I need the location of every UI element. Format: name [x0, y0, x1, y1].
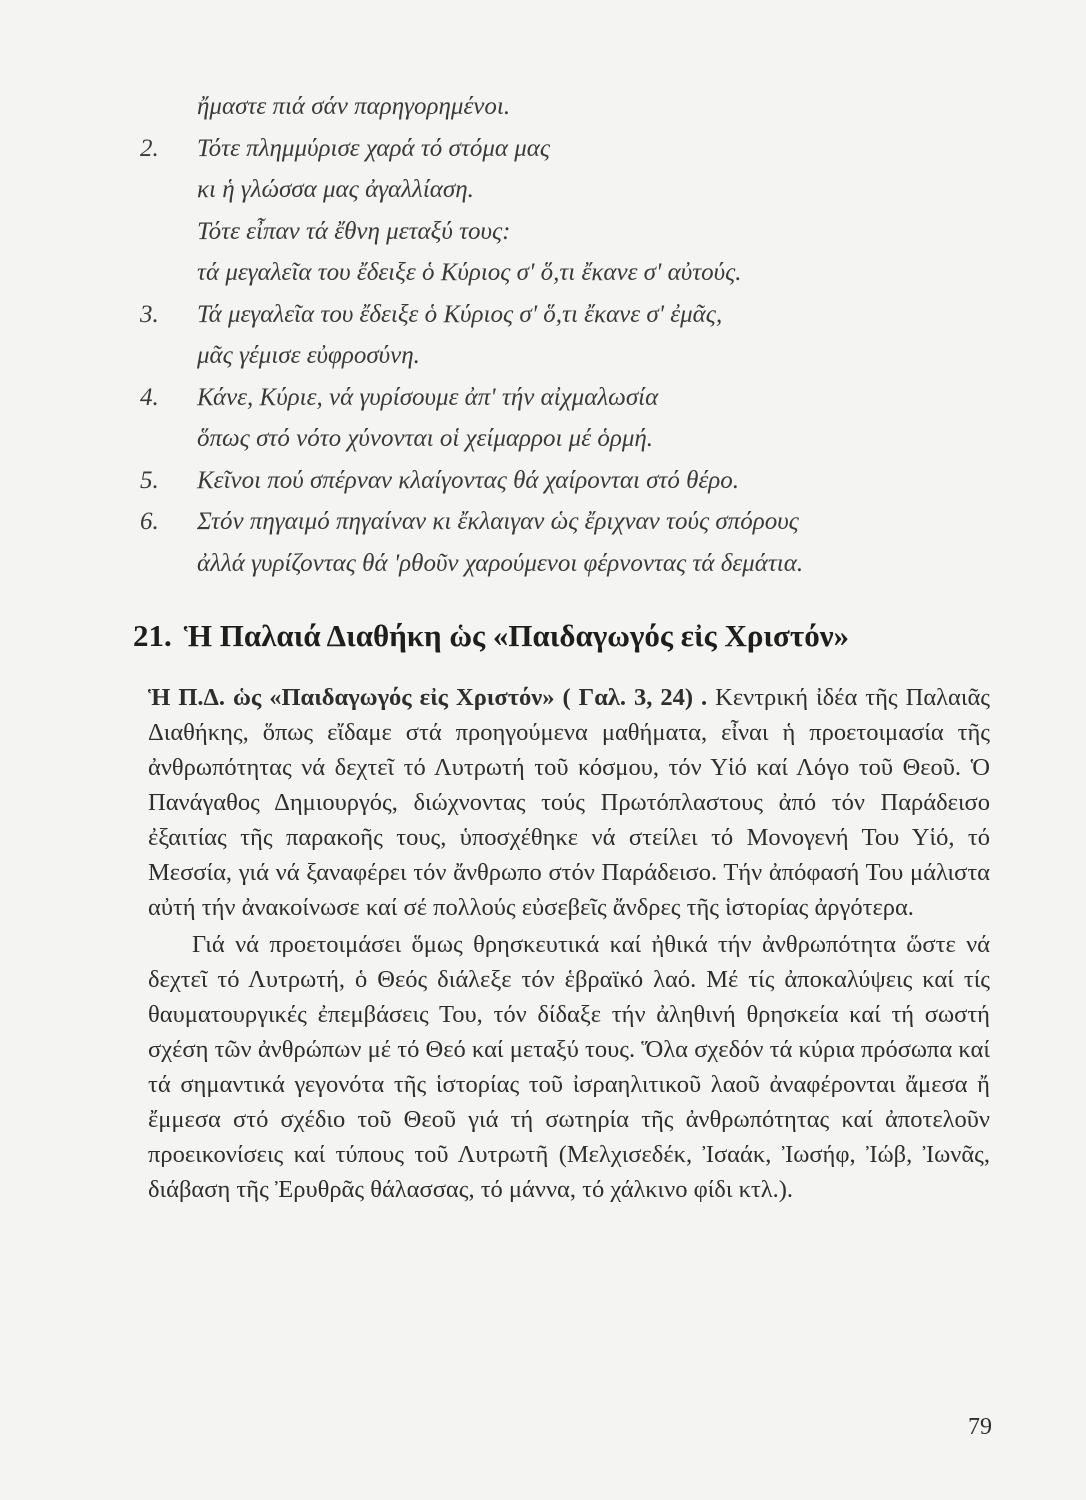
verse-line: τά μεγαλεῖα του ἔδειξε ὁ Κύριος σ' ὅ,τι ἔκανε σ' αὐτούς. — [197, 259, 742, 286]
verse-line: Τότε εἶπαν τά ἔθνη μεταξύ τους: — [197, 217, 511, 245]
verse-line: μᾶς γέμισε εὐφροσύνη. — [197, 342, 420, 369]
body-text — [148, 680, 990, 1207]
lead-heading: Ἡ Π.Δ. ὡς «Παιδαγωγός εἰς Χριστόν» ( Γαλ. 3, 24) . — [148, 684, 708, 711]
verse-line: 4. Κάνε, Κύριε, νά γυρίσουμε ἀπ' τήν αἰχμαλωσία — [140, 383, 659, 411]
verse-line: 6. Στόν πηγαιμό πηγαίναν κι ἔκλαιγαν ὡς ἔριχναν τούς σπόρους — [140, 508, 799, 535]
section-heading — [133, 618, 993, 654]
psalm-verses — [140, 86, 1020, 584]
page-number: 79 — [968, 1414, 992, 1440]
paragraph-1: Ἡ Π.Δ. ὡς «Παιδαγωγός εἰς Χριστόν» ( Γαλ. 3, 24) . Κεντρική ἰδέα τῆς Παλαιᾶς Διαθήκης, ὅπως εἴδαμε στά προηγούμενα μαθήματα, εἶναι ἡ προετοιμασία τῆς ἀνθρωπότητας νά δεχτεῖ τό Λυτρωτή τοῦ κόσμου, τόν Υἱό καί Λόγο τοῦ Θεοῦ. Ὁ Πανάγαθος Δημιουργός, διώχνοντας τούς Πρωτόπλαστους ἀπό τόν Παράδεισο ἐξαιτίας τῆς παρακοῆς τους, ὑποσχέθηκε νά στείλει τό Μονογενή Του Υἱό, τό Μεσσία, γιά νά ξαναφέρει τόν ἄνθρωπο στόν Παράδεισο. Τήν ἀπόφασή Του μάλιστα αὐτή τήν ἀνακοίνωσε καί σέ πολλούς εὐσεβεῖς ἄνδρες τῆς ἱστορίας ἀργότερα. — [148, 684, 990, 921]
verse-line: ἀλλά γυρίζοντας θά 'ρθοῦν χαρούμενοι φέρνοντας τά δεμάτια. — [197, 549, 804, 577]
paragraph-2: Γιά νά προετοιμάσει ὅμως θρησκευτικά καί ἠθικά τήν ἀνθρωπότητα ὥστε νά δεχτεῖ τό Λυτρωτή, ὁ Θεός διάλεξε τόν ἑβραϊκό λαό. Μέ τίς ἀποκαλύψεις καί τίς θαυματουργικές ἐπεμβάσεις Του, τόν δίδαξε τήν ἀληθινή θρησκεία καί τή σωστή σχέση τῶν ἀνθρώπων μέ τό Θεό καί μεταξύ τους. Ὅλα σχεδόν τά κύρια πρόσωπα καί τά σημαντικά γεγονότα τῆς ἱστορίας τοῦ ἰσραηλιτικοῦ λαοῦ ἀναφέρονται ἄμεσα ἤ ἔμμεσα στό σχέδιο τοῦ Θεοῦ γιά τή σωτηρία τῆς ἀνθρωπότητας καί ἀποτελοῦν προεικονίσεις καί τύπους τοῦ Λυτρωτῆ (Μελχισεδέκ, Ἰσαάκ, Ἰωσήφ, Ἰώβ, Ἰωνᾶς, διάβαση τῆς Ἐρυθρᾶς θάλασσας, τό μάννα, τό χάλκινο φίδι κτλ.). — [148, 931, 990, 1203]
verse-line: κι ἡ γλώσσα μας ἀγαλλίαση. — [197, 176, 474, 203]
verse-line: 5. Κεῖνοι πού σπέρναν κλαίγοντας θά χαίρονται στό θέρο. — [140, 466, 740, 494]
verse-line: ἤμαστε πιά σάν παρηγορημένοι. — [197, 93, 511, 120]
section-title: Ἡ Παλαιά Διαθήκη ὡς «Παιδαγωγός εἰς Χριστόν» — [183, 618, 850, 653]
section-number: 21. — [133, 618, 172, 653]
verse-line: 2. Τότε πλημμύρισε χαρά τό στόμα μας — [140, 134, 551, 162]
verse-line: ὅπως στό νότο χύνονται οἱ χείμαρροι μέ ὁρμή. — [197, 425, 654, 452]
verse-line: 3. Τά μεγαλεῖα του ἔδειξε ὁ Κύριος σ' ὅ,τι ἔκανε σ' ἐμᾶς, — [140, 300, 723, 328]
